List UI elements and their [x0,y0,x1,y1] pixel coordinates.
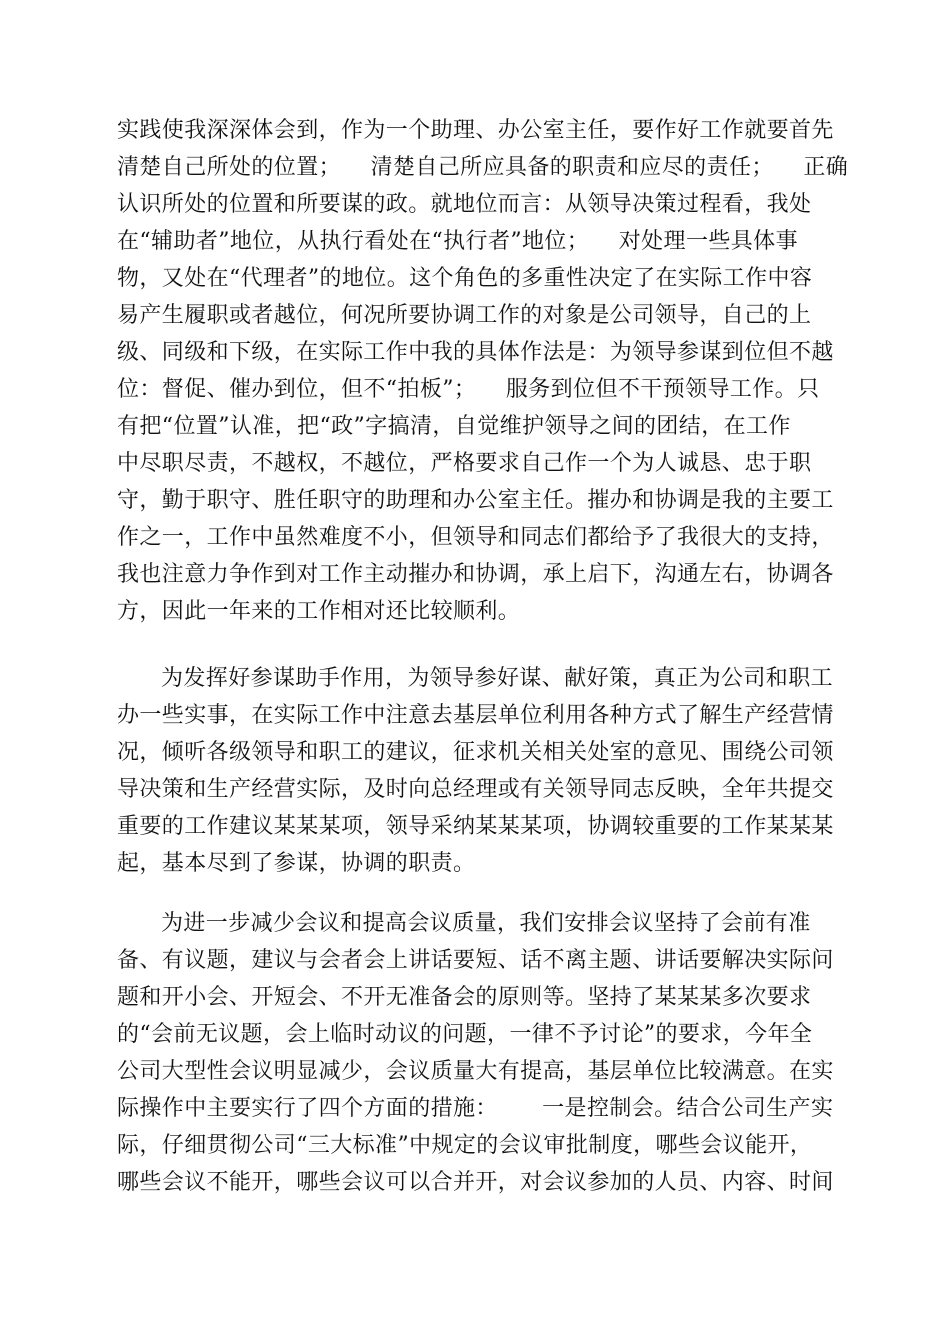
text-line: 认识所处的位置和所要谋的政。就地位而言：从领导决策过程看，我处 [117,192,812,217]
text-line: 起，基本尽到了参谋，协调的职责。 [117,851,476,876]
text-line: 际，仔细贯彻公司“三大标准”中规定的会议审批制度，哪些会议能开， [117,1133,813,1158]
text-line: 位：督促、催办到位，但不“拍板”； 服务到位但不干预领导工作。只 [117,377,820,402]
text-line: 有把“位置”认准，把“政”字搞清，自觉维护领导之间的团结，在工作 [117,414,791,439]
paragraph-3 [117,905,837,1201]
text-line: 为进一步减少会议和提高会议质量，我们安排会议坚持了会前有准 [161,911,811,936]
text-line: 备、有议题，建议与会者会上讲话要短、话不离主题、讲话要解决实际问 [117,948,834,973]
text-line: 实践使我深深体会到，作为一个助理、办公室主任，要作好工作就要首先 [117,118,834,143]
text-line: 方，因此一年来的工作相对还比较顺利。 [117,599,521,624]
paragraph-1 [117,112,849,630]
paragraph-2 [117,660,837,882]
text-line: 清楚自己所处的位置； 清楚自己所应具备的职责和应尽的责任； 正确 [117,155,849,180]
text-line: 的“会前无议题，会上临时动议的问题，一律不予讨论”的要求，今年全 [117,1022,813,1047]
text-line: 我也注意力争作到对工作主动摧办和协调，承上启下，沟通左右，协调各 [117,562,834,587]
text-line: 在“辅助者”地位，从执行看处在“执行者”地位； 对处理一些具体事 [117,229,798,254]
text-line: 易产生履职或者越位，何况所要协调工作的对象是公司领导，自己的上 [117,303,812,328]
text-line: 级、同级和下级，在实际工作中我的具体作法是：为领导参谋到位但不越 [117,340,834,365]
text-line: 公司大型性会议明显减少，会议质量大有提高，基层单位比较满意。在实 [117,1059,834,1084]
text-line: 际操作中主要实行了四个方面的措施： 一是控制会。结合公司生产实 [117,1096,834,1121]
text-line: 守，勤于职守、胜任职守的助理和办公室主任。摧办和协调是我的主要工 [117,488,834,513]
text-line: 重要的工作建议某某某项，领导采纳某某某项，协调较重要的工作某某某 [117,814,834,839]
text-line: 题和开小会、开短会、不开无准备会的原则等。坚持了某某某多次要求 [117,985,812,1010]
text-line: 作之一，工作中虽然难度不小，但领导和同志们都给予了我很大的支持， [117,525,834,550]
text-line: 办一些实事，在实际工作中注意去基层单位利用各种方式了解生产经营情 [117,703,834,728]
text-line: 为发挥好参谋助手作用，为领导参好谋、献好策，真正为公司和职工 [161,666,834,691]
text-line: 导决策和生产经营实际，及时向总经理或有关领导同志反映，全年共提交 [117,777,834,802]
text-line: 况，倾听各级领导和职工的建议，征求机关相关处室的意见、围绕公司领 [117,740,834,765]
text-line: 中尽职尽责，不越权，不越位，严格要求自己作一个为人诚恳、忠于职 [117,451,812,476]
text-line: 物，又处在“代理者”的地位。这个角色的多重性决定了在实际工作中容 [117,266,813,291]
text-line: 哪些会议不能开，哪些会议可以合并开，对会议参加的人员、内容、时间 [117,1170,834,1195]
